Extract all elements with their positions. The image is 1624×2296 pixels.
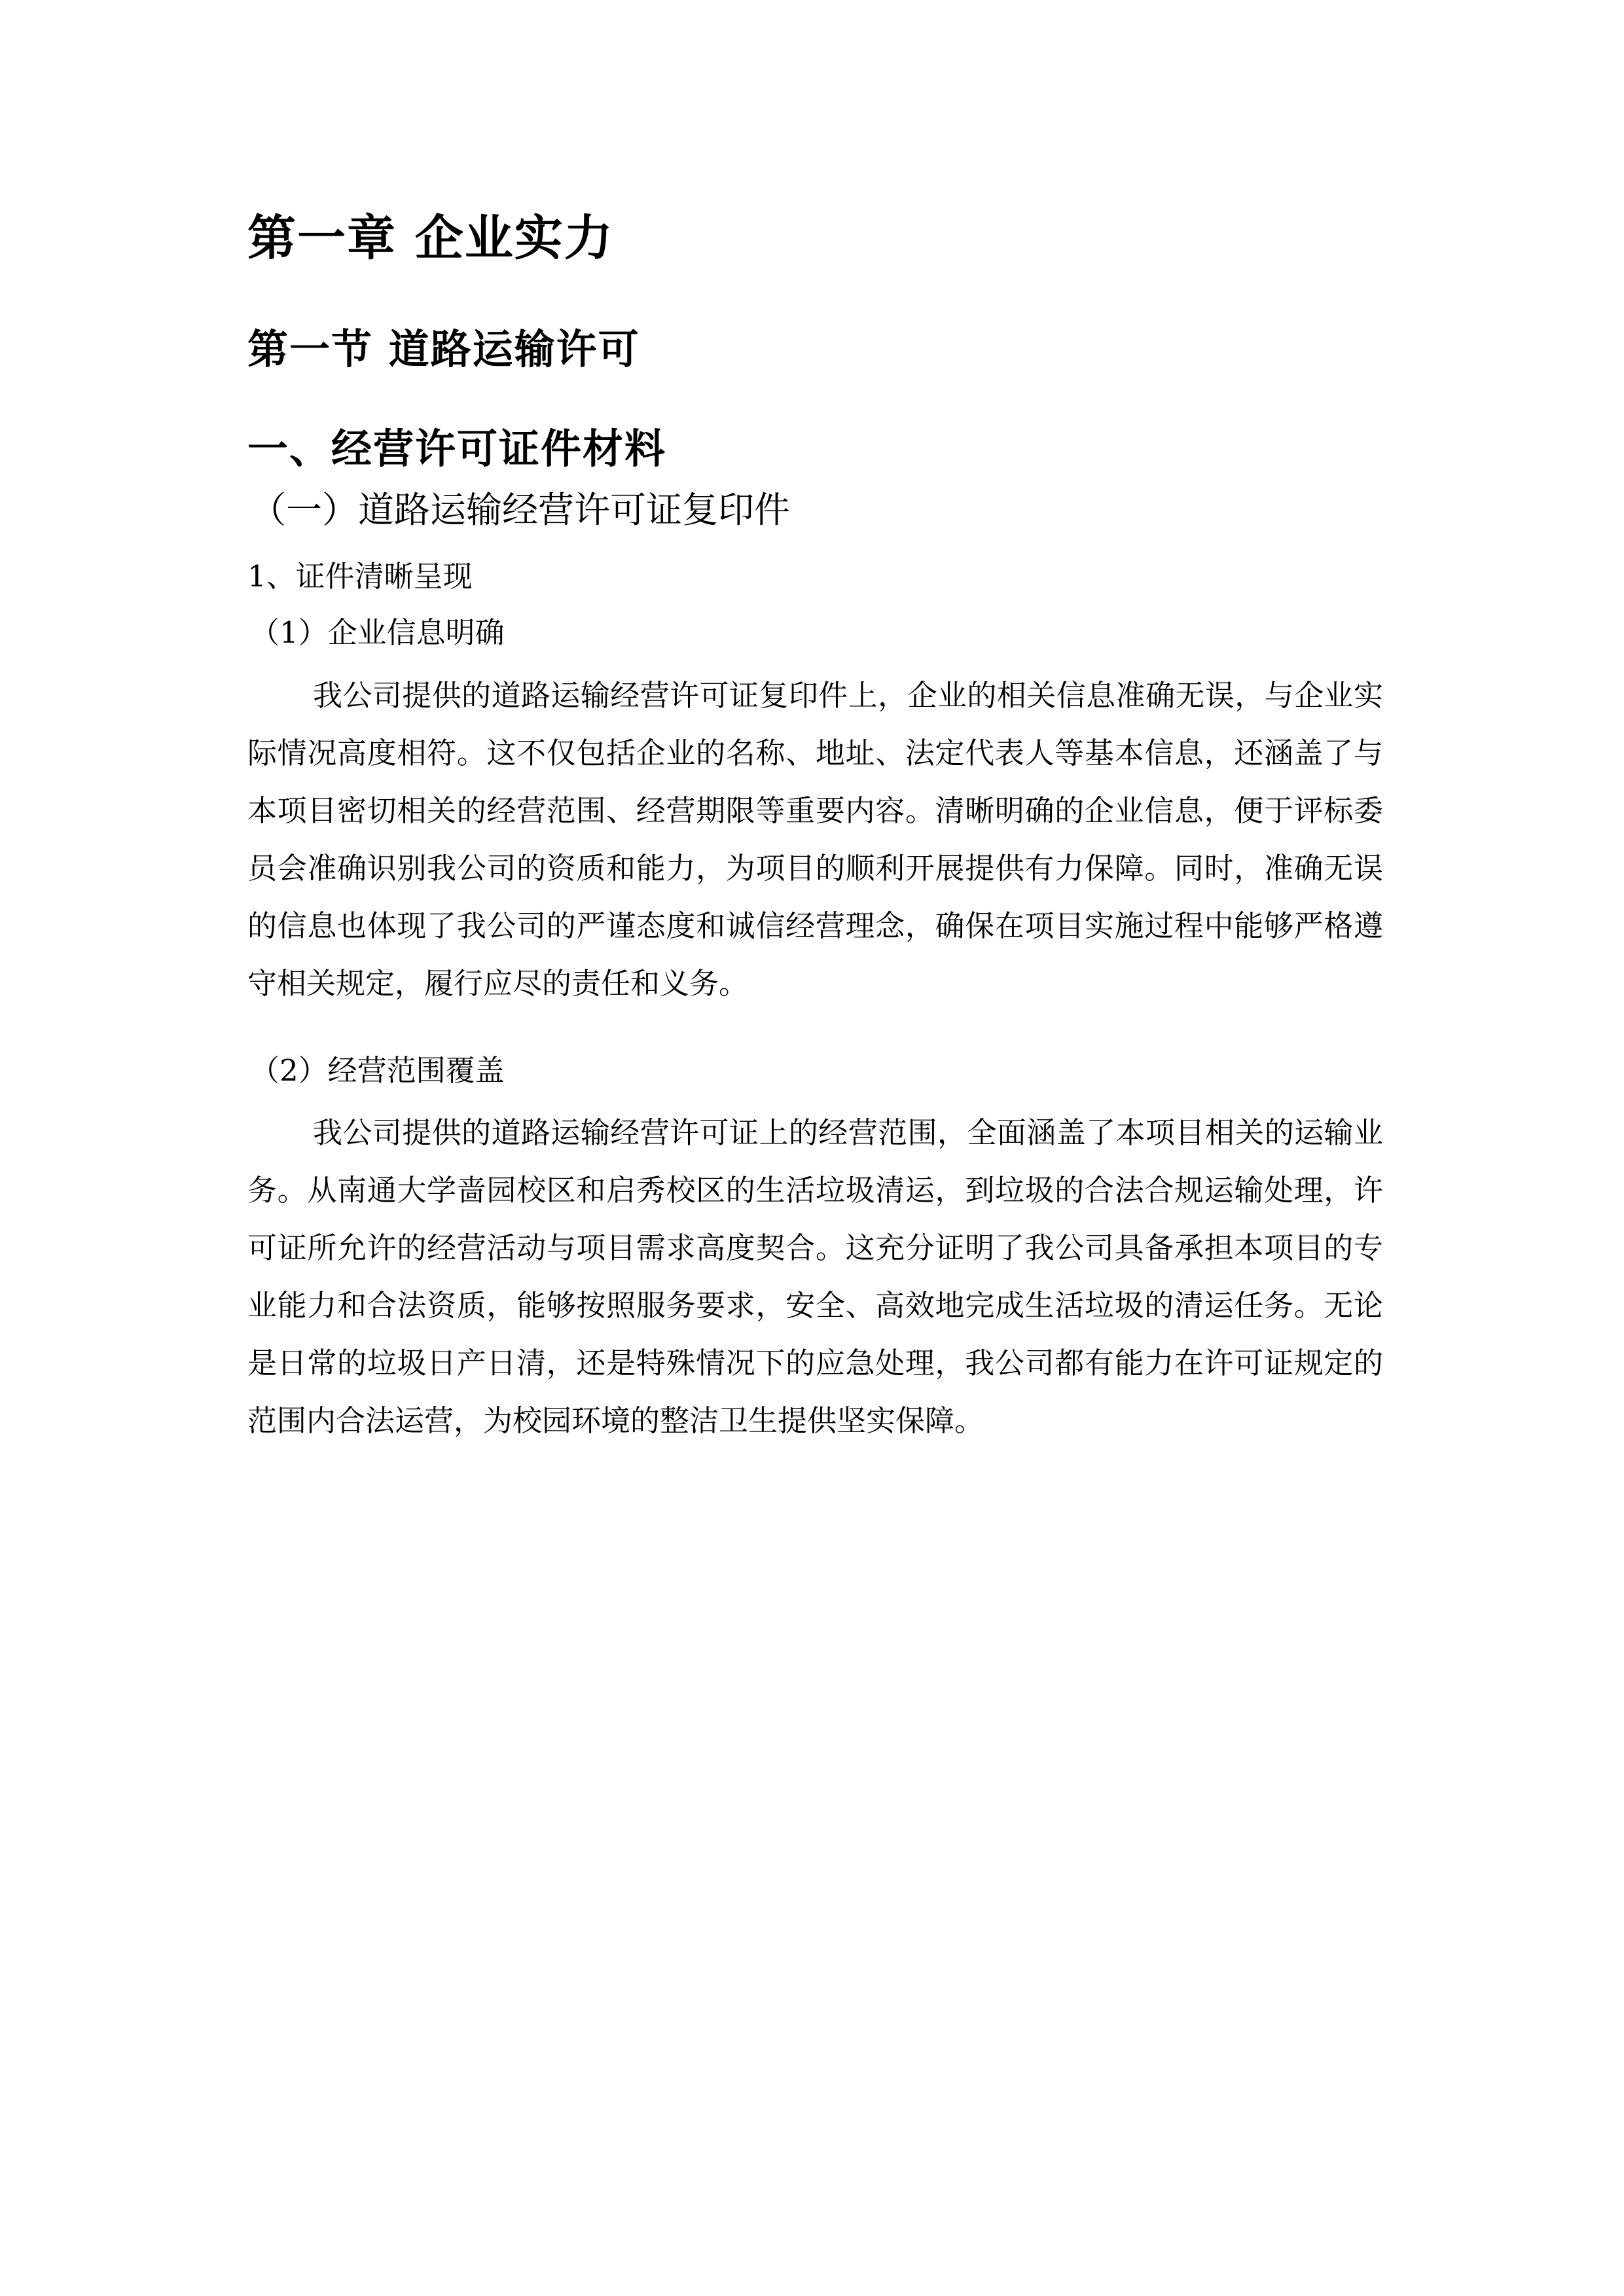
paragraph-1: 我公司提供的道路运输经营许可证复印件上，企业的相关信息准确无误，与企业实际情况高度相符。这不仅包括企业的名称、地址、法定代表人等基本信息，还涵盖了与本项目密切相关的经营范围、经营期限等重要内容。清晰明确的企业信息，便于评标委员会准确识别我公司的资质和能力，为项目的顺利开展提供有力保障。同时，准确无误的信息也体现了我公司的严谨态度和诚信经营理念，确保在项目实施过程中能够严格遵守相关规定，履行应尽的责任和义务。	[247, 677, 1383, 1001]
page-content	[247, 196, 1383, 1450]
sub-point-title-1: （1）企业信息明确	[250, 615, 505, 651]
subsection-title: 一、经营许可证件材料	[247, 425, 667, 473]
paragraph-2: 我公司提供的道路运输经营许可证上的经营范围，全面涵盖了本项目相关的运输业务。从南通大学啬园校区和启秀校区的生活垃圾清运，到垃圾的合法合规运输处理，许可证所允许的经营活动与项目需求高度契合。这充分证明了我公司具备承担本项目的专业能力和合法资质，能够按照服务要求，安全、高效地完成生活垃圾的清运任务。无论是日常的垃圾日产日清，还是特殊情况下的应急处理，我公司都有能力在许可证规定的范围内合法运营，为校园环境的整洁卫生提供坚实保障。	[247, 1115, 1383, 1439]
item-title: （一）道路运输经营许可证复印件	[250, 488, 791, 531]
section-title: 第一节 道路运输许可	[247, 325, 640, 373]
sub-point-title-2: （2）经营范围覆盖	[250, 1052, 505, 1088]
chapter-title: 第一章 企业实力	[247, 210, 614, 266]
point-title: 1、证件清晰呈现	[247, 558, 473, 594]
